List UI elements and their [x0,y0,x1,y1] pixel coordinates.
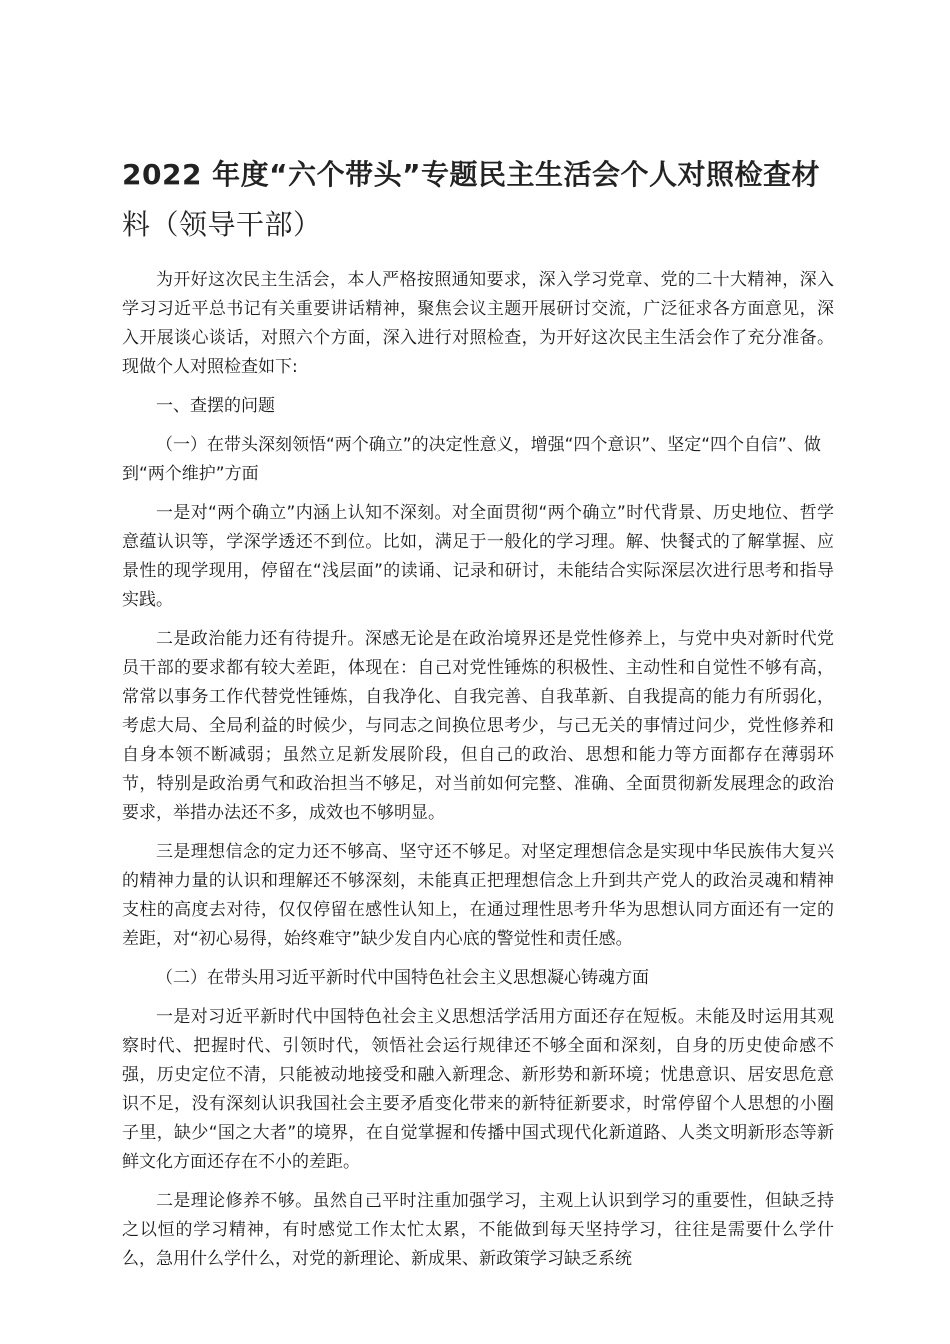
subsection-heading-2: （二）在带头用习近平新时代中国特色社会主义思想凝心铸魂方面 [156,968,649,988]
paragraph-item-1-3: 三是理想信念的定力还不够高、坚守还不够足。对坚定理想信念是实现中华民族伟大复兴的精神力量的认识和理解还不够深刻，未能真正把理想信念上升到共产党人的政治灵魂和精神支柱的高度去对待，仅仅停留在感性认知上，在通过理性思考升华为思想认同方面还有一定的差距，对“初心易得，始终难守”缺少发自内心底的警觉性和责任感。 [122,842,834,949]
document-title [122,150,834,250]
title-tail: 料（领导干部） [122,208,322,241]
paragraph-item-1-2: 二是政治能力还有待提升。深感无论是在政治境界还是党性修养上，与党中央对新时代党员干部的要求都有较大差距，体现在：自己对党性锤炼的积极性、主动性和自觉性不够有高，常常以事务工作代替党性锤炼，自我净化、自我完善、自我革新、自我提高的能力有所弱化，考虑大局、全局利益的时候少，与同志之间换位思考少，与己无关的事情过问少，党性修养和自身本领不断减弱；虽然立足新发展阶段，但自己的政治、思想和能力等方面都存在薄弱环节，特别是政治勇气和政治担当不够足，对当前如何完整、准确、全面贯彻新发展理念的政治要求，举措办法还不多，成效也不够明显。 [122,629,834,823]
paragraph-intro: 为开好这次民主生活会，本人严格按照通知要求，深入学习党章、党的二十大精神，深入学习习近平总书记有关重要讲话精神，聚焦会议主题开展研讨交流，广泛征求各方面意见，深入开展谈心谈话，对照六个方面，深入进行对照检查，为开好这次民主生活会作了充分准备。现做个人对照检查如下: [122,270,834,377]
title-main: 2022 年度“六个带头”专题民主生活会个人对照检查材 [122,158,820,191]
paragraph-item-1-1: 一是对“两个确立”内涵上认知不深刻。对全面贯彻“两个确立”时代背景、历史地位、哲学意蕴认识等，学深学透还不到位。比如，满足于一般化的学习理。解、快餐式的了解掌握、应景性的现学现用，停留在“浅层面”的读诵、记录和研讨，未能结合实际深层次进行思考和指导实践。 [122,503,834,610]
document-page [122,150,834,1284]
paragraph-item-2-1: 一是对习近平新时代中国特色社会主义思想活学活用方面还存在短板。未能及时运用其观察时代、把握时代、引领时代，领悟社会运行规律还不够全面和深刻，自身的历史使命感不强，历史定位不清，只能被动地接受和融入新理念、新形势和新环境；忧患意识、居安思危意识不足，没有深刻认识我国社会主要矛盾变化带来的新特征新要求，时常停留个人思想的小圈子里，缺少“国之大者”的境界，在自觉掌握和传播中国式现代化新道路、人类文明新形态等新鲜文化方面还存在不小的差距。 [122,1007,834,1172]
paragraph-item-2-2: 二是理论修养不够。虽然自己平时注重加强学习，主观上认识到学习的重要性，但缺乏持之以恒的学习精神，有时感觉工作太忙太累，不能做到每天坚持学习，往往是需要什么学什么，急用什么学什么，对党的新理论、新成果、新政策学习缺乏系统 [122,1191,834,1269]
subsection-heading-1: （一）在带头深刻领悟“两个确立”的决定性意义，增强“四个意识”、坚定“四个自信”、做到“两个维护”方面 [122,435,821,484]
section-heading-problems: 一、查摆的问题 [156,396,275,416]
